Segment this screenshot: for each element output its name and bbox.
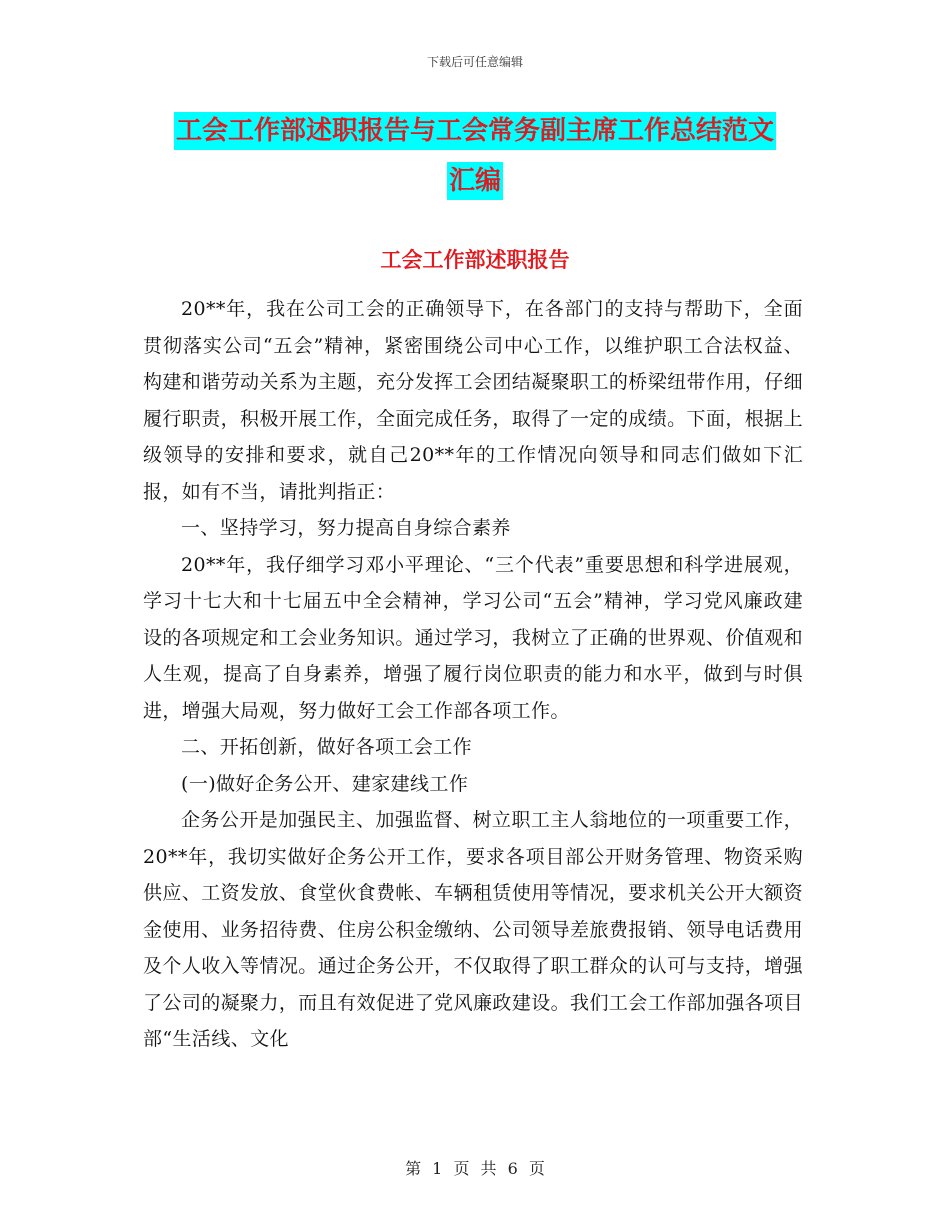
heading-innovation: 二、开拓创新，做好各项工会工作 xyxy=(181,736,473,758)
heading-study: 一、坚持学习，努力提高自身综合素养 xyxy=(181,517,511,539)
header-note: 下载后可任意编辑 xyxy=(426,55,523,69)
paragraph-study: 20**年，我仔细学习邓小平理论、“三个代表”重要思想和科学进展观，学习十七大和十七届五中全会精神，学习公司“五会”精神，学习党风廉政建设的各项规定和工会业务知识。通过学习，我树立了正确的世界观、价值观和人生观，提高了自身素养，增强了履行岗位职责的能力和水平，做到与时俱进，增强大局观，努力做好工会工作部各项工作。 xyxy=(143,553,803,722)
subheading-disclosure: (一)做好企务公开、建家建线工作 xyxy=(181,772,469,795)
paragraph-disclosure: 企务公开是加强民主、加强监督、树立职工主人翁地位的一项重要工作，20**年，我切实做好企务公开工作，要求各项目部公开财务管理、物资采购供应、工资发放、食堂伙食费帐、车辆租赁使用等情况，要求机关公开大额资金使用、业务招待费、住房公积金缴纳、公司领导差旅费报销、领导电话费用及个人收入等情况。通过企务公开，不仅取得了职工群众的认可与支持，增强了公司的凝聚力，而且有效促进了党风廉政建设。我们工会工作部加强各项目部“生活线、文化 xyxy=(143,809,803,1050)
document-title-line-2: 汇编 xyxy=(447,162,503,200)
section-title: 工会工作部述职报告 xyxy=(380,248,570,272)
paragraph-intro: 20**年，我在公司工会的正确领导下，在各部门的支持与帮助下，全面贯彻落实公司“五会”精神，紧密围绕公司中心工作，以维护职工合法权益、构建和谐劳动关系为主题，充分发挥工会团结凝聚职工的桥梁纽带作用，仔细履行职责，积极开展工作，全面完成任务，取得了一定的成绩。下面，根据上级领导的安排和要求，就自己20**年的工作情况向领导和同志们做如下汇报，如有不当，请批判指正： xyxy=(143,298,803,503)
document-title-line-1: 工会工作部述职报告与工会常务副主席工作总结范文 xyxy=(174,112,776,150)
document-title xyxy=(140,106,810,206)
document-body xyxy=(143,291,803,1058)
page-footer: 第 1 页 共 6 页 xyxy=(405,1159,545,1178)
